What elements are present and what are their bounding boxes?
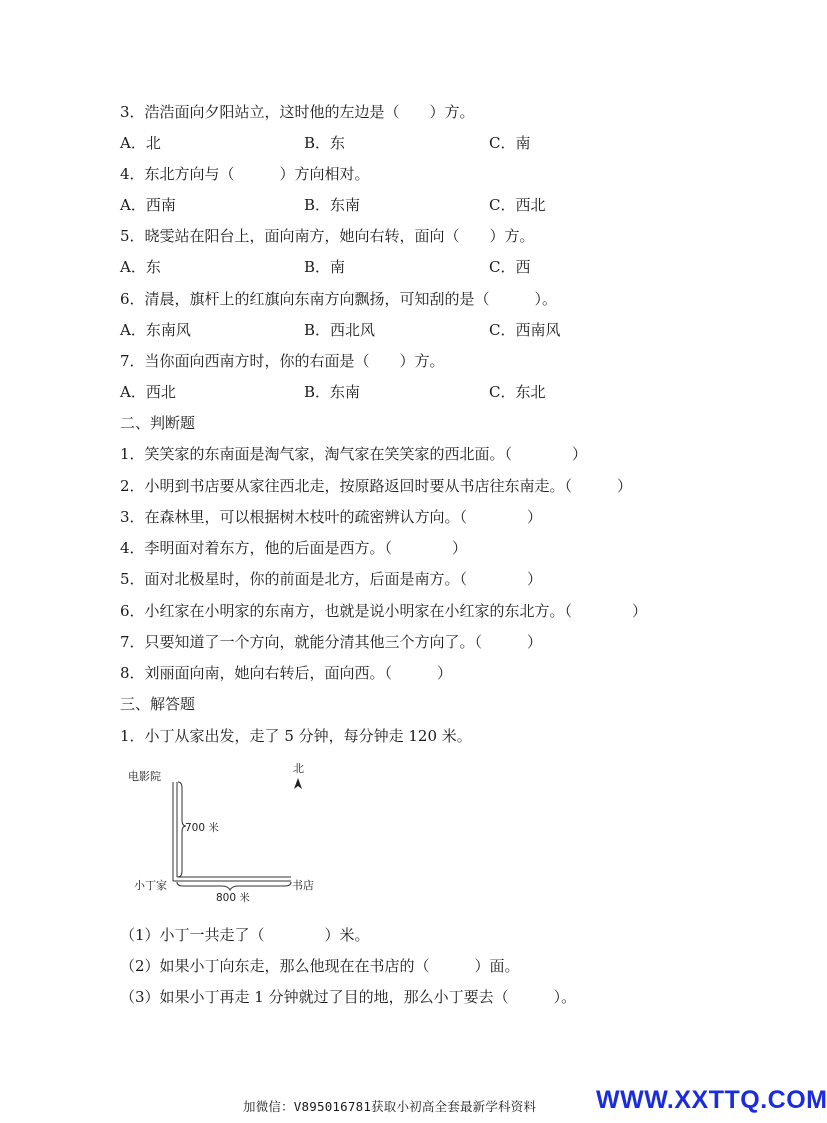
sub-question-1: （1）小丁一共走了（ ）米。 — [120, 926, 370, 944]
q7-option-b: B．东南 — [304, 383, 361, 401]
sub-question-3: （3）如果小丁再走 1 分钟就过了目的地，那么小丁要去（ ）。 — [120, 988, 577, 1006]
question-5: 5．晓雯站在阳台上，面向南方，她向右转，面向（ ）方。 — [120, 227, 535, 245]
label-bookstore: 书店 — [292, 879, 314, 892]
judge-8: 8．刘丽面向南，她向右转后，面向西。（ ） — [120, 664, 453, 682]
q6-option-b: B．西北风 — [304, 321, 376, 339]
sub-question-2: （2）如果小丁向东走，那么他现在在书店的（ ）面。 — [120, 957, 520, 975]
judge-7: 7．只要知道了一个方向，就能分清其他三个方向了。（ ） — [120, 633, 543, 651]
label-800m: 800 米 — [216, 892, 250, 904]
label-cinema: 电影院 — [128, 770, 161, 783]
question-3: 3．浩浩面向夕阳站立，这时他的左边是（ ）方。 — [120, 103, 475, 121]
label-north: 北 — [293, 762, 304, 775]
route-diagram — [126, 758, 326, 906]
footer-note: 加微信：V895016781获取小初高全套最新学科资料 — [243, 1099, 537, 1114]
q7-option-a: A．西北 — [120, 383, 176, 401]
q4-option-b: B．东南 — [304, 196, 361, 214]
q4-option-a: A．西南 — [120, 196, 176, 214]
q3-option-a: A．北 — [120, 134, 161, 152]
q7-option-c: C．东北 — [489, 383, 546, 401]
question-7: 7．当你面向西南方时，你的右面是（ ）方。 — [120, 352, 445, 370]
q4-option-c: C．西北 — [489, 196, 546, 214]
q6-option-c: C．西南风 — [489, 321, 561, 339]
judge-4: 4．李明面对着东方，他的后面是西方。（ ） — [120, 539, 468, 557]
section-3-heading: 三、解答题 — [120, 695, 196, 713]
judge-1: 1．笑笑家的东南面是淘气家，淘气家在笑笑家的西北面。（ ） — [120, 445, 588, 463]
label-700m: 700 米 — [185, 822, 219, 834]
q3-option-c: C．南 — [489, 134, 531, 152]
judge-3: 3．在森林里，可以根据树木枝叶的疏密辨认方向。（ ） — [120, 508, 543, 526]
brand-watermark: WWW.XXTTQ.COM — [596, 1086, 827, 1114]
judge-5: 5．面对北极星时，你的前面是北方，后面是南方。（ ） — [120, 570, 543, 588]
question-6: 6．清晨，旗杆上的红旗向东南方向飘扬，可知刮的是（ ）。 — [120, 290, 558, 308]
judge-6: 6．小红家在小明家的东南方，也就是说小明家在小红家的东北方。（ ） — [120, 602, 648, 620]
north-arrow-icon — [294, 778, 302, 789]
q5-option-b: B．南 — [304, 258, 346, 276]
q5-option-a: A．东 — [120, 258, 161, 276]
horizontal-brace — [177, 882, 291, 890]
q3-option-b: B．东 — [304, 134, 346, 152]
question-4: 4．东北方向与（ ）方向相对。 — [120, 165, 370, 183]
label-home: 小丁家 — [134, 879, 167, 892]
section-2-heading: 二、判断题 — [120, 414, 196, 432]
q5-option-c: C．西 — [489, 258, 531, 276]
q6-option-a: A．东南风 — [120, 321, 191, 339]
judge-2: 2．小明到书店要从家往西北走，按原路返回时要从书店往东南走。（ ） — [120, 477, 633, 495]
problem-1: 1．小丁从家出发，走了 5 分钟，每分钟走 120 米。 — [120, 727, 472, 745]
